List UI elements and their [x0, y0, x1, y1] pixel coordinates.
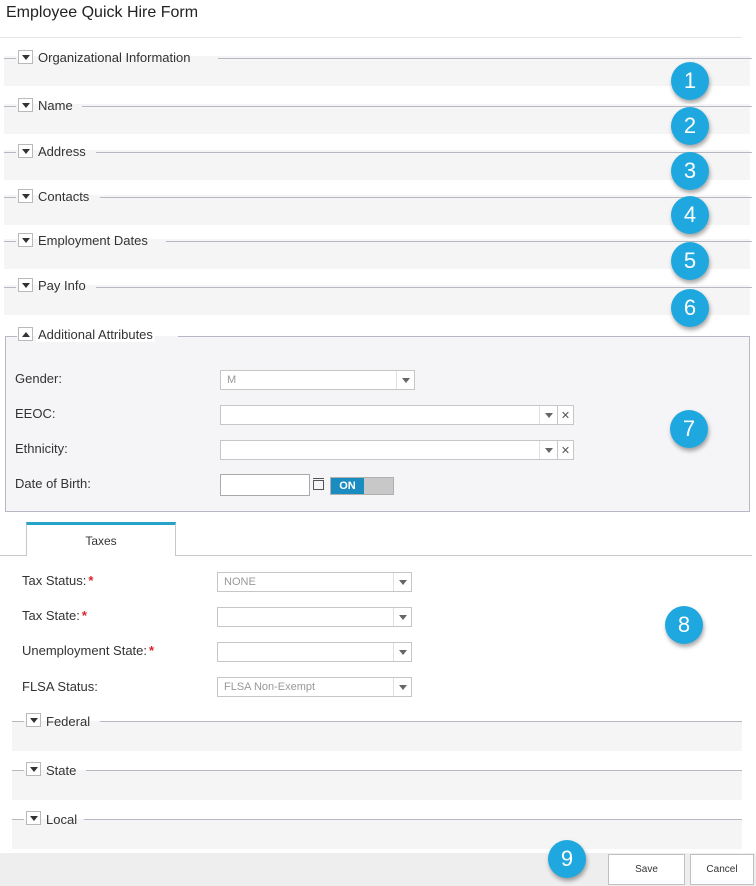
dropdown-arrow-icon[interactable] — [539, 441, 557, 459]
callout-badge-9: 9 — [548, 840, 586, 878]
dropdown-arrow-icon[interactable] — [393, 608, 411, 626]
expand-name-button[interactable] — [18, 98, 33, 112]
callout-badge-6: 6 — [671, 289, 709, 327]
section-name-band — [4, 104, 750, 134]
callout-badge-7: 7 — [670, 410, 708, 448]
section-rule — [84, 819, 742, 820]
section-rule — [96, 287, 752, 288]
callout-badge-2: 2 — [671, 107, 709, 145]
callout-badge-5: 5 — [671, 242, 709, 280]
cancel-button[interactable]: Cancel — [690, 854, 754, 885]
expand-organizational-button[interactable] — [18, 50, 33, 64]
date-of-birth-label: Date of Birth: — [15, 476, 91, 491]
section-local-label: Local — [46, 812, 78, 827]
page-title: Employee Quick Hire Form — [6, 4, 199, 21]
section-employment-dates-label: Employment Dates — [38, 233, 148, 248]
section-rule-lead — [4, 106, 16, 107]
section-rule — [218, 58, 752, 59]
section-rule-lead — [12, 770, 24, 771]
chevron-down-icon — [22, 149, 30, 154]
unemployment-state-label: Unemployment State: * — [22, 643, 155, 658]
expand-state-button[interactable] — [26, 762, 41, 776]
chevron-down-icon — [30, 767, 38, 772]
ethnicity-clear-icon[interactable]: ✕ — [558, 440, 574, 460]
dropdown-arrow-icon[interactable] — [393, 643, 411, 661]
callout-badge-4: 4 — [671, 196, 709, 234]
section-rule-lead — [12, 819, 24, 820]
eeoc-select[interactable] — [220, 405, 558, 425]
expand-pay-info-button[interactable] — [18, 278, 33, 292]
section-rule-lead — [4, 241, 16, 242]
callout-badge-3: 3 — [671, 152, 709, 190]
save-button[interactable]: Save — [608, 854, 685, 885]
required-marker: * — [81, 608, 87, 623]
section-contacts-label: Contacts — [38, 189, 90, 204]
calendar-button[interactable] — [310, 475, 327, 495]
date-of-birth-toggle[interactable] — [330, 477, 394, 495]
section-rule-lead — [4, 197, 16, 198]
section-rule — [166, 241, 752, 242]
chevron-down-icon — [30, 718, 38, 723]
callout-badge-8: 8 — [665, 606, 703, 644]
title-divider — [0, 37, 742, 38]
dropdown-arrow-icon[interactable] — [396, 371, 414, 389]
section-rule — [100, 197, 752, 198]
eeoc-clear-icon[interactable]: ✕ — [558, 405, 574, 425]
section-rule-lead — [5, 336, 17, 337]
flsa-status-label: FLSA Status: — [22, 679, 98, 694]
section-pay-info-label: Pay Info — [38, 278, 86, 293]
tax-state-label: Tax State: * — [22, 608, 87, 623]
calendar-icon — [313, 480, 324, 490]
section-rule — [178, 336, 750, 337]
chevron-down-icon — [30, 816, 38, 821]
flsa-status-value: FLSA Non-Exempt — [224, 681, 316, 693]
section-rule-lead — [4, 287, 16, 288]
section-address-label: Address — [38, 144, 86, 159]
flsa-status-select[interactable] — [217, 677, 412, 697]
expand-employment-dates-button[interactable] — [18, 233, 33, 247]
toggle-on-label: ON — [331, 478, 364, 494]
tax-status-select[interactable] — [217, 572, 412, 592]
section-rule — [82, 106, 752, 107]
gender-value: M — [227, 374, 237, 386]
section-address-band — [4, 150, 750, 180]
tax-status-label: Tax Status: * — [22, 573, 94, 588]
section-local-band — [12, 819, 742, 849]
ethnicity-select[interactable] — [220, 440, 558, 460]
expand-local-button[interactable] — [26, 811, 41, 825]
callout-badge-1: 1 — [671, 62, 709, 100]
date-of-birth-input[interactable] — [220, 474, 310, 496]
section-rule — [100, 721, 742, 722]
chevron-down-icon — [22, 283, 30, 288]
chevron-down-icon — [22, 194, 30, 199]
section-rule-lead — [4, 58, 16, 59]
chevron-up-icon — [22, 332, 30, 337]
ethnicity-label: Ethnicity: — [15, 441, 68, 456]
unemployment-state-select[interactable] — [217, 642, 412, 662]
section-rule — [96, 152, 752, 153]
dropdown-arrow-icon[interactable] — [393, 678, 411, 696]
chevron-down-icon — [22, 103, 30, 108]
expand-federal-button[interactable] — [26, 713, 41, 727]
section-federal-label: Federal — [46, 714, 91, 729]
section-pay-info-band — [4, 285, 750, 315]
section-state-band — [12, 770, 742, 800]
section-rule — [86, 770, 742, 771]
expand-contacts-button[interactable] — [18, 189, 33, 203]
section-rule-lead — [12, 721, 24, 722]
required-marker: * — [149, 643, 155, 658]
section-additional-attributes-label: Additional Attributes — [38, 327, 153, 342]
gender-label: Gender: — [15, 371, 62, 386]
required-marker: * — [88, 573, 94, 588]
dropdown-arrow-icon[interactable] — [393, 573, 411, 591]
eeoc-label: EEOC: — [15, 406, 56, 421]
expand-address-button[interactable] — [18, 144, 33, 158]
chevron-down-icon — [22, 55, 30, 60]
dropdown-arrow-icon[interactable] — [539, 406, 557, 424]
section-rule-lead — [4, 152, 16, 153]
section-federal-band — [12, 721, 742, 751]
collapse-additional-attributes-button[interactable] — [18, 327, 33, 341]
section-organizational-label: Organizational Information — [38, 50, 191, 65]
tab-taxes[interactable]: Taxes — [26, 522, 176, 556]
section-state-label: State — [46, 763, 77, 778]
section-contacts-band — [4, 195, 750, 225]
tax-status-value: NONE — [224, 576, 256, 588]
chevron-down-icon — [22, 238, 30, 243]
gender-select[interactable] — [220, 370, 415, 390]
section-name-label: Name — [38, 98, 73, 113]
tax-state-select[interactable] — [217, 607, 412, 627]
